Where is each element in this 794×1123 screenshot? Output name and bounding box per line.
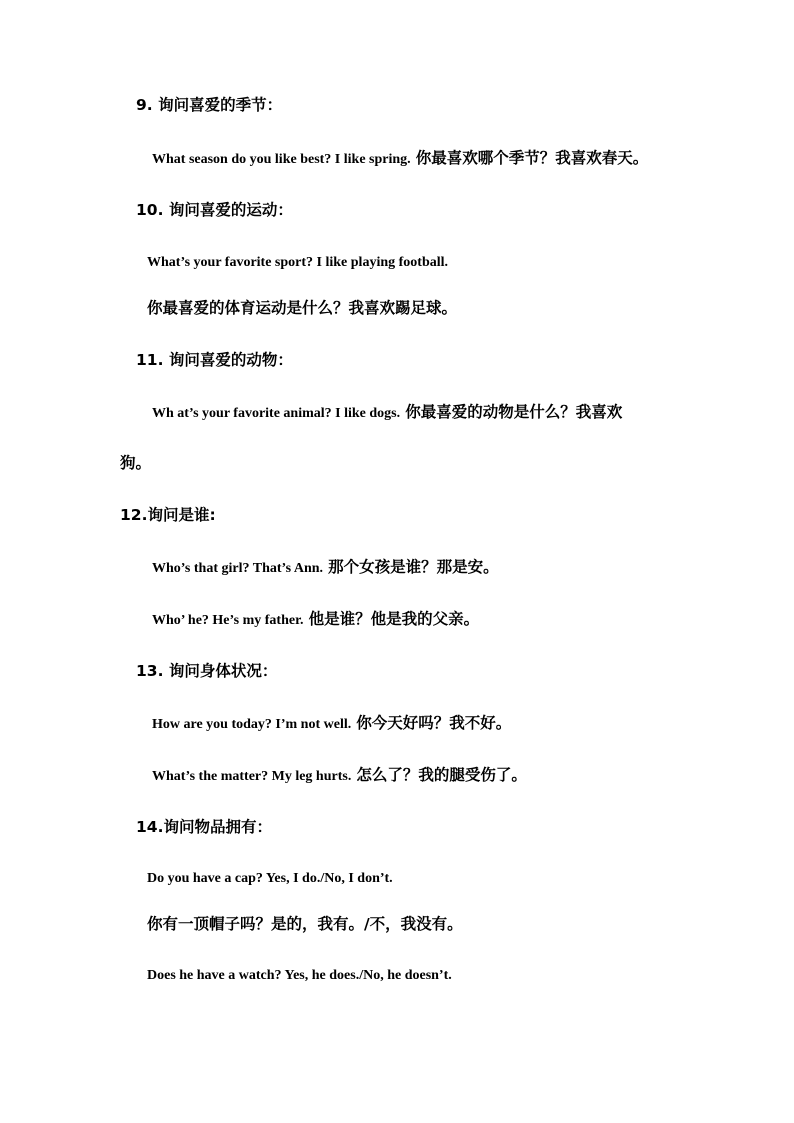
english-text: Who’s that girl? That’s Ann. <box>152 561 324 576</box>
heading-text: 11. 询问喜爱的动物： <box>136 351 293 369</box>
heading-text: 9. 询问喜爱的季节： <box>136 96 283 114</box>
heading-sport <box>136 200 293 221</box>
sentence-animal <box>152 402 622 424</box>
english-text: What’s your favorite sport? I like playing football. <box>147 255 449 270</box>
english-text: What season do you like best? I like spring. <box>152 152 411 167</box>
chinese-text: 那个女孩是谁？那是安。 <box>328 558 499 576</box>
sentence-who-girl <box>152 557 499 579</box>
chinese-text: 怎么了？我的腿受伤了。 <box>356 766 527 784</box>
english-text: What’s the matter? My leg hurts. <box>152 769 352 784</box>
sentence-season <box>152 148 648 170</box>
english-text: Who’ he? He’s my father. <box>152 613 304 628</box>
sentence-sport-en <box>147 252 448 273</box>
heading-who <box>120 505 216 526</box>
heading-text: 13. 询问身体状况： <box>136 662 278 680</box>
english-text: Does he have a watch? Yes, he does./No, he doesn’t. <box>147 968 452 983</box>
chinese-text: 你最喜爱的体育运动是什么？我喜欢踢足球。 <box>147 299 458 317</box>
english-text: Do you have a cap? Yes, I do./No, I don’t. <box>147 871 393 886</box>
sentence-animal-cont <box>120 453 151 474</box>
heading-season <box>136 95 282 116</box>
chinese-text: 狗。 <box>120 454 152 472</box>
sentence-sport-zh <box>147 298 457 319</box>
chinese-text: 你今天好吗？我不好。 <box>356 714 512 732</box>
chinese-text: 你最喜欢哪个季节？我喜欢春天。 <box>415 149 649 167</box>
chinese-text: 你有一顶帽子吗？是的，我有。/不，我没有。 <box>147 915 463 933</box>
sentence-health-matter <box>152 765 527 787</box>
heading-text: 10. 询问喜爱的运动： <box>136 201 293 219</box>
chinese-text: 你最喜爱的动物是什么？我喜欢 <box>405 403 623 421</box>
english-text: How are you today? I’m not well. <box>152 717 352 732</box>
sentence-who-he <box>152 609 479 631</box>
english-text: Wh at’s your favorite animal? I like dogs. <box>152 406 401 421</box>
heading-possession <box>136 817 272 838</box>
chinese-text: 他是谁？他是我的父亲。 <box>308 610 480 628</box>
heading-text: 14.询问物品拥有： <box>136 818 272 836</box>
heading-animal <box>136 350 293 371</box>
heading-health <box>136 661 277 682</box>
sentence-possession-cap-en <box>147 868 393 889</box>
sentence-possession-cap-zh <box>147 914 463 935</box>
sentence-health-today <box>152 713 511 735</box>
heading-text: 12.询问是谁: <box>120 506 216 524</box>
sentence-possession-watch <box>147 965 452 986</box>
